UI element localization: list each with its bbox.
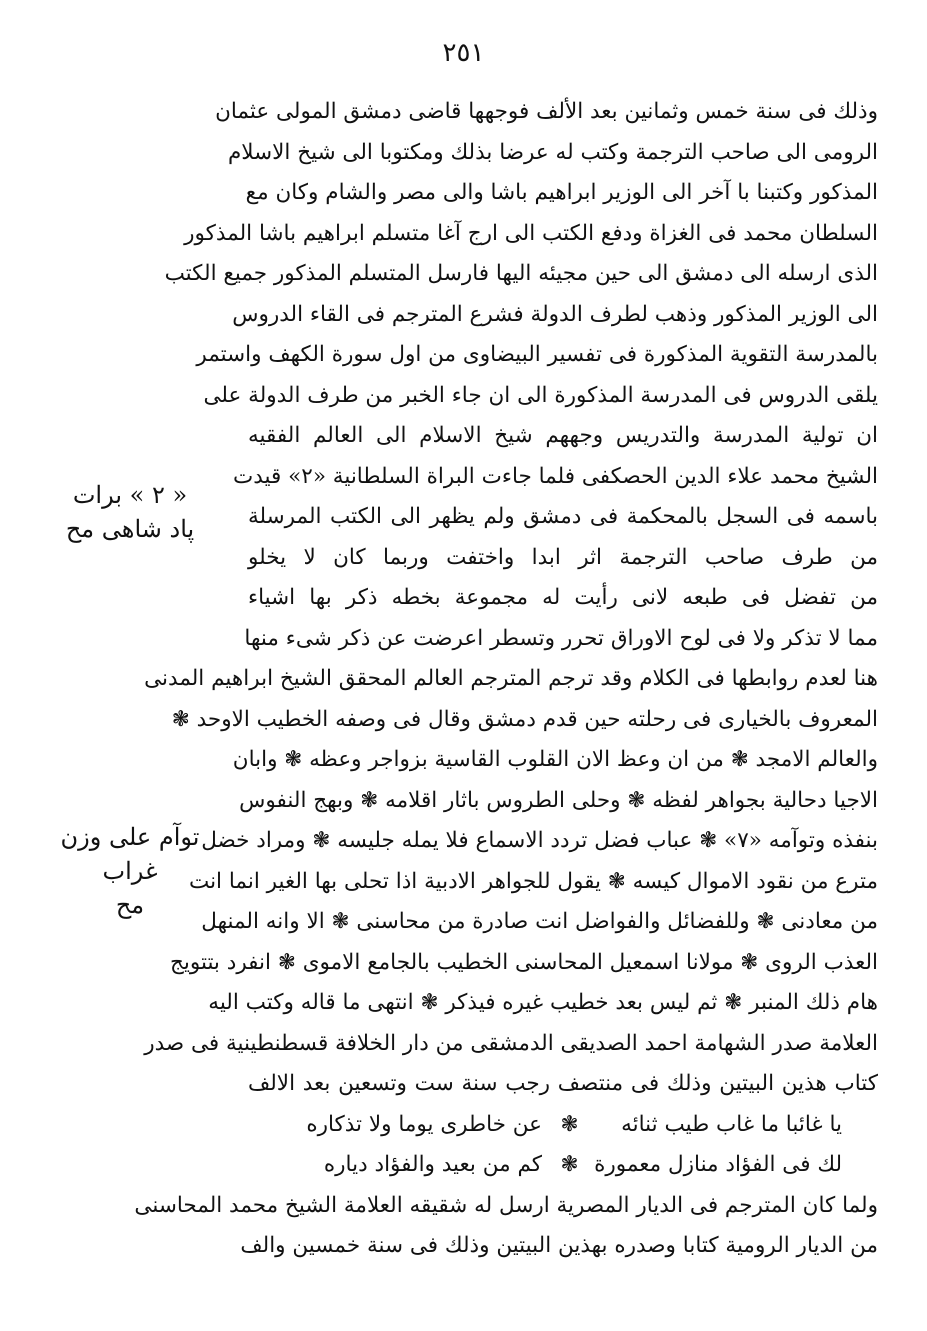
text-line: هنا لعدم روابطها فى الكلام وقد ترجم المترجم العالم المحقق الشيخ ابراهيم المدنى — [144, 666, 878, 691]
text-line: الشيخ محمد علاء الدين الحصكفى فلما جاءت البراة السلطانية «٢» قيدت — [232, 463, 878, 489]
text-line: من الديار الرومية كتابا وصدره بهذين البيتين وذلك فى سنة خمسين والف — [240, 1233, 878, 1258]
text-line: الى الوزير المذكور وذهب لطرف الدولة فشرع المترجم فى القاء الدروس — [232, 301, 878, 327]
verse-hemistich-second: كم من بعيد والفؤاد دياره — [323, 1152, 542, 1177]
text-line: باسمه فى السجل بالمحكمة فى دمشق ولم يظهر الى الكتب المرسلة — [248, 504, 878, 529]
text-line: ان تولية المدرسة والتدريس وجههم شيخ الاسلام الى العالم الفقيه — [248, 423, 878, 448]
text-line: المعروف بالخيارى فى رحلته حين قدم دمشق وقال فى وصفه الخطيب الاوحد ❃ — [171, 706, 878, 732]
margin-note-line: مح — [115, 891, 145, 919]
text-line: بالمدرسة التقوية المذكورة فى تفسير البيضاوى من اول سورة الكهف واستمر — [196, 342, 878, 367]
margin-note-line: « ٢ » برات — [72, 481, 188, 509]
text-line: من تفضل فى طبعه لانى رأيت له مجموعة بخطه ذكر بها اشياء — [248, 585, 878, 610]
margin-note-line: توآم على وزن غراب — [60, 823, 200, 885]
text-line: العذب الروى ❃ مولانا اسمعيل المحاسنى الخطيب بالجامع الاموى ❃ انفرد بتتويج — [169, 949, 878, 975]
verse-line — [248, 1105, 878, 1146]
text-line: بنفذه وتوآمه «٧» ❃ عباب فضل تردد الاسماع فلا يمله جليسه ❃ ومراد خضل — [201, 828, 878, 853]
verse-separator: ❃ — [560, 1111, 579, 1137]
text-line: والعالم الامجد ❃ من ان وعظ الان القلوب القاسية بزواجر وعظه ❃ وابان — [232, 747, 878, 772]
text-line: المذكور وكتبنا با آخر الى الوزير ابراهيم باشا والى مصر والشام وكان مع — [245, 180, 878, 205]
text-line: من معادنى ❃ وللفضائل والفواضل انت صادرة من محاسنى ❃ الا وانه المنهل — [201, 909, 878, 934]
page-number: ٢٥١ — [442, 38, 485, 68]
text-line: العلامة صدر الشهامة احمد الصديقى الدمشقى من دار الخلافة قسطنطينية فى صدر — [144, 1030, 878, 1056]
margin-note — [40, 478, 220, 546]
text-line: وذلك فى سنة خمس وثمانين بعد الألف فوجهها قاضى دمشق المولى عثمان — [215, 99, 878, 124]
text-line: مترع من نقود الاموال كيسه ❃ يقول للجواهر الادبية اذا تحلى بها الغير انما انت — [188, 868, 878, 894]
text-line: الذى ارسله الى دمشق الى حين مجيئه اليها فارسل المتسلم المذكور جميع الكتب — [164, 261, 878, 286]
text-line: الاجيا دحالية بجواهر لفظه ❃ وحلى الطروس باثار اقلامه ❃ وبهج النفوس — [239, 787, 878, 813]
margin-note — [40, 820, 220, 922]
text-line: من طرف صاحب الترجمة اثر ابدا واختفت وربما كان لا يخلو — [248, 544, 878, 570]
text-line: يلقى الدروس فى المدرسة المذكورة الى ان جاء الخبر من طرف الدولة على — [203, 382, 878, 408]
verse-line — [248, 1145, 878, 1186]
text-line: السلطان محمد فى الغزاة ودفع الكتب الى ارج آغا متسلم ابراهيم باشا المذكور — [184, 220, 878, 246]
text-line: الرومى الى صاحب الترجمة وكتب له عرضا بذلك ومكتوبا الى شيخ الاسلام — [227, 139, 878, 165]
verse-hemistich-second: عن خاطرى يوما ولا تذكاره — [306, 1111, 542, 1137]
verse-separator: ❃ — [560, 1152, 579, 1177]
text-line: مما لا تذكر ولا فى لوح الاوراق تحرر وتسطر اعرضت عن ذكر شىء منها — [244, 625, 878, 651]
text-line: هام ذلك المنبر ❃ ثم ليس بعد خطيب غيره فيذكر ❃ انتهى ما قاله وكتب اليه — [208, 990, 878, 1015]
main-text-column — [134, 92, 878, 1267]
verse-hemistich-first: يا غائبا ما غاب طيب ثنائه — [621, 1111, 842, 1137]
margin-note-line: پاد شاهى مح — [65, 515, 195, 543]
text-line: ولما كان المترجم فى الديار المصرية ارسل له شقيقه العلامة الشيخ محمد المحاسنى — [134, 1192, 878, 1218]
text-line: كتاب هذين البيتين وذلك فى منتصف رجب سنة ست وتسعين بعد الالف — [248, 1071, 878, 1096]
verse-hemistich-first: لك فى الفؤاد منازل معمورة — [594, 1152, 842, 1177]
